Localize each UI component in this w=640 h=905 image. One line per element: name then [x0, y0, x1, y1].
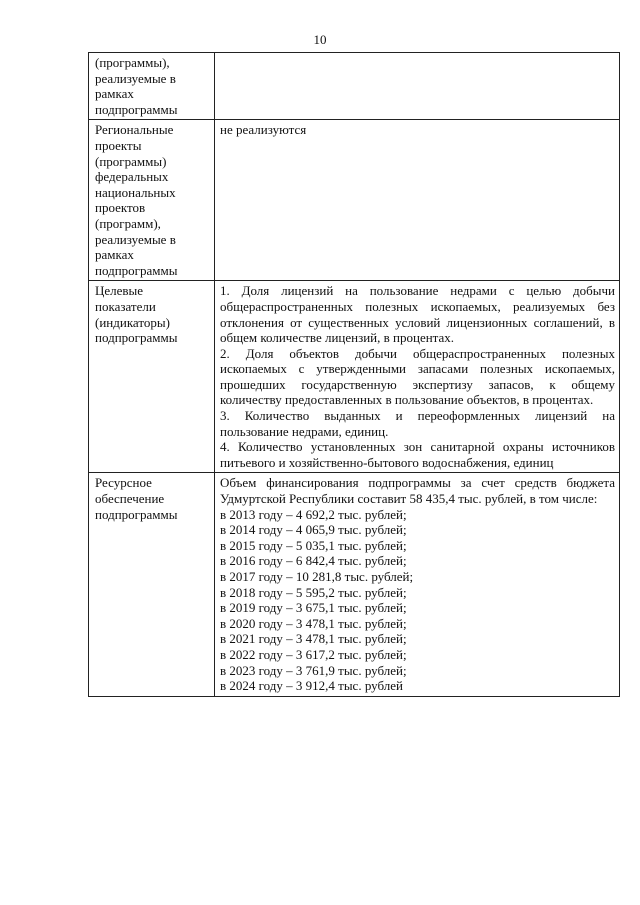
label-line: (программы): [95, 153, 167, 169]
row-content: [215, 53, 620, 120]
label-line: реализуемые в: [95, 231, 176, 247]
label-line: проекты: [95, 137, 142, 153]
funding-year: в 2023 году – 3 761,9 тыс. рублей;: [220, 662, 407, 678]
row-content: [215, 281, 620, 473]
funding-intro: Объем финансирования подпрограммы за счет средств бюджета Удмуртской Республики составит 58 435,4 тыс. рублей, в том числе:: [220, 475, 615, 507]
label-line: (программ),: [95, 215, 161, 231]
label-line: (программы),: [95, 55, 170, 70]
funding-year: в 2018 году – 5 595,2 тыс. рублей;: [220, 584, 407, 600]
label-line: федеральных: [95, 169, 169, 185]
label-line: реализуемые в: [95, 70, 176, 86]
row-label: [89, 120, 215, 281]
label-line: подпрограммы: [95, 506, 178, 522]
row-content: [215, 473, 620, 696]
label-line: Ресурсное: [95, 475, 152, 491]
row-label: [89, 473, 215, 696]
label-line: рамках: [95, 86, 134, 102]
table-row-regional-projects: [89, 120, 620, 281]
label-line: проектов: [95, 200, 146, 216]
row-content: не реализуются: [215, 120, 620, 281]
table-row-target-indicators: [89, 281, 620, 473]
label-line: подпрограммы: [95, 101, 178, 117]
indicator-item: 2. Доля объектов добычи общераспространенных полезных ископаемых с утвержденными запасами полезных ископаемых, прошедших государственную экспертизу запасов, к общему количеству предоставленных в пользование объектов, в процентах.: [220, 345, 615, 408]
funding-year: в 2024 году – 3 912,4 тыс. рублей: [220, 678, 403, 694]
label-line: подпрограммы: [95, 330, 178, 346]
funding-year: в 2014 году – 4 065,9 тыс. рублей;: [220, 522, 407, 538]
label-line: (индикаторы): [95, 314, 170, 330]
row-label: [89, 53, 215, 120]
funding-year: в 2015 году – 5 035,1 тыс. рублей;: [220, 537, 407, 553]
table-row-resource-support: [89, 473, 620, 696]
indicator-item: 1. Доля лицензий на пользование недрами с целью добычи общераспространенных полезных ископаемых, реализуемых без отклонения от существенных условий лицензионных соглашений, в общем количестве лицензий, в процентах.: [220, 283, 615, 346]
table-row-projects-continued: [89, 53, 620, 120]
label-line: Региональные: [95, 122, 174, 138]
funding-year: в 2020 году – 3 478,1 тыс. рублей;: [220, 615, 407, 631]
label-line: национальных: [95, 184, 176, 200]
label-line: обеспечение: [95, 491, 165, 507]
label-line: рамках: [95, 247, 134, 263]
funding-year: в 2016 году – 6 842,4 тыс. рублей;: [220, 553, 407, 569]
funding-year: в 2022 году – 3 617,2 тыс. рублей;: [220, 646, 407, 662]
indicator-item: 3. Количество выданных и переоформленных лицензий на пользование недрами, единиц.: [220, 408, 615, 439]
funding-year: в 2019 году – 3 675,1 тыс. рублей;: [220, 600, 407, 616]
label-line: показатели: [95, 298, 156, 314]
row-label: [89, 281, 215, 473]
passport-table: [88, 52, 620, 697]
label-line: подпрограммы: [95, 262, 178, 278]
label-line: Целевые: [95, 283, 144, 299]
page-number: 10: [313, 32, 327, 47]
indicator-item: 4. Количество установленных зон санитарной охраны источников питьевого и хозяйственно-бытового водоснабжения, единиц: [220, 439, 615, 470]
funding-year: в 2013 году – 4 692,2 тыс. рублей;: [220, 506, 407, 522]
funding-year: в 2021 году – 3 478,1 тыс. рублей;: [220, 631, 407, 647]
funding-year: в 2017 году – 10 281,8 тыс. рублей;: [220, 569, 414, 584]
